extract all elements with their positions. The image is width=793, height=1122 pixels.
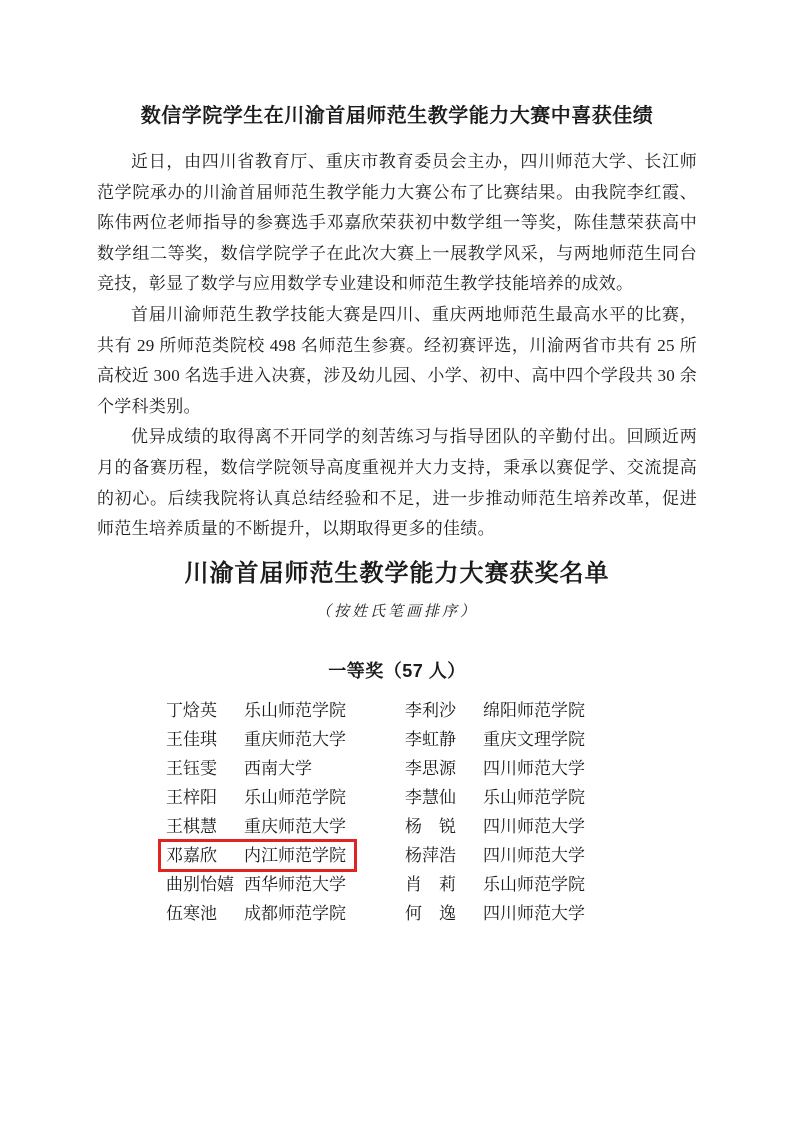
winners-table [158, 696, 636, 928]
paragraph-1: 近日，由四川省教育厅、重庆市教育委员会主办，四川师范大学、长江师范学院承办的川渝首届师范生教学能力大赛公布了比赛结果。由我院李红霞、陈伟两位老师指导的参赛选手邓嘉欣荣获初中数学组一等奖，陈佳慧荣获高中数学组二等奖，数信学院学子在此次大赛上一展教学风采，与两地师范生同台竞技，彰显了数学与应用数学专业建设和师范生教学技能培养的成效。 [97, 152, 697, 294]
winner-name: 李慧仙 [405, 787, 456, 807]
winner-name: 王梓阳 [166, 787, 217, 807]
winner-row [397, 725, 636, 754]
paragraph-3: 优异成绩的取得离不开同学的刻苦练习与指导团队的辛勤付出。回顾近两月的备赛历程，数信学院领导高度重视并大力支持，秉承以赛促学、交流提高的初心。后续我院将认真总结经验和不足，进一步推动师范生培养改革，促进师范生培养质量的不断提升，以期取得更多的佳绩。 [97, 427, 697, 539]
winner-name: 李虹静 [405, 729, 456, 749]
winner-name: 丁焓英 [166, 700, 217, 720]
winner-row [158, 899, 397, 928]
winner-row [397, 841, 636, 870]
winner-name: 曲别怡嬉 [166, 874, 234, 894]
award-list-subtitle: （按姓氏笔画排序） [315, 603, 478, 620]
winners-column-right [397, 696, 636, 928]
winner-name: 李利沙 [405, 700, 456, 720]
winner-row [158, 725, 397, 754]
winner-school: 乐山师范学院 [483, 874, 585, 894]
winner-row [158, 754, 397, 783]
winner-row [397, 783, 636, 812]
winners-column-left [158, 696, 397, 928]
winner-school: 四川师范大学 [483, 903, 585, 923]
winner-school: 乐山师范学院 [244, 700, 346, 720]
winner-school: 重庆文理学院 [483, 729, 585, 749]
article-body [97, 147, 697, 545]
winner-name: 肖 莉 [405, 874, 456, 894]
winner-row [158, 696, 397, 725]
winner-school: 四川师范大学 [483, 816, 585, 836]
winner-school: 重庆师范大学 [244, 816, 346, 836]
winner-row [397, 899, 636, 928]
winner-row [397, 870, 636, 899]
winner-name: 杨萍浩 [405, 845, 456, 865]
winner-name: 王钰雯 [166, 758, 217, 778]
winner-school: 乐山师范学院 [244, 787, 346, 807]
winner-row-highlighted [158, 841, 397, 870]
winner-school: 内江师范学院 [244, 845, 346, 865]
winner-school: 绵阳师范学院 [483, 700, 585, 720]
winner-row [158, 870, 397, 899]
winner-school: 四川师范大学 [483, 758, 585, 778]
winner-school: 乐山师范学院 [483, 787, 585, 807]
winner-school: 成都师范学院 [244, 903, 346, 923]
winner-row [397, 696, 636, 725]
winner-name: 伍寒池 [166, 903, 217, 923]
winner-name: 杨 锐 [405, 816, 456, 836]
winner-school: 重庆师范大学 [244, 729, 346, 749]
winner-name: 王棋慧 [166, 816, 217, 836]
page-title: 数信学院学生在川渝首届师范生教学能力大赛中喜获佳绩 [140, 105, 654, 127]
first-prize-heading: 一等奖（57 人） [328, 660, 466, 681]
winner-row [397, 812, 636, 841]
winner-name: 何 逸 [405, 903, 456, 923]
winner-name: 李思源 [405, 758, 456, 778]
winner-row [158, 812, 397, 841]
winner-name: 王佳琪 [166, 729, 217, 749]
winner-school: 西华师范大学 [244, 874, 346, 894]
winner-row [158, 783, 397, 812]
paragraph-2: 首届川渝师范生教学技能大赛是四川、重庆两地师范生最高水平的比赛，共有 29 所师范类院校 498 名师范生参赛。经初赛评选，川渝两省市共有 25 所高校近 300 名选手进入决赛，涉及幼儿园、小学、初中、高中四个学段共 30 余个学科类别。 [97, 304, 697, 416]
winner-row [397, 754, 636, 783]
winner-school: 西南大学 [244, 758, 312, 778]
award-list-title: 川渝首届师范生教学能力大赛获奖名单 [184, 560, 610, 587]
winner-name: 邓嘉欣 [166, 845, 217, 865]
winner-school: 四川师范大学 [483, 845, 585, 865]
